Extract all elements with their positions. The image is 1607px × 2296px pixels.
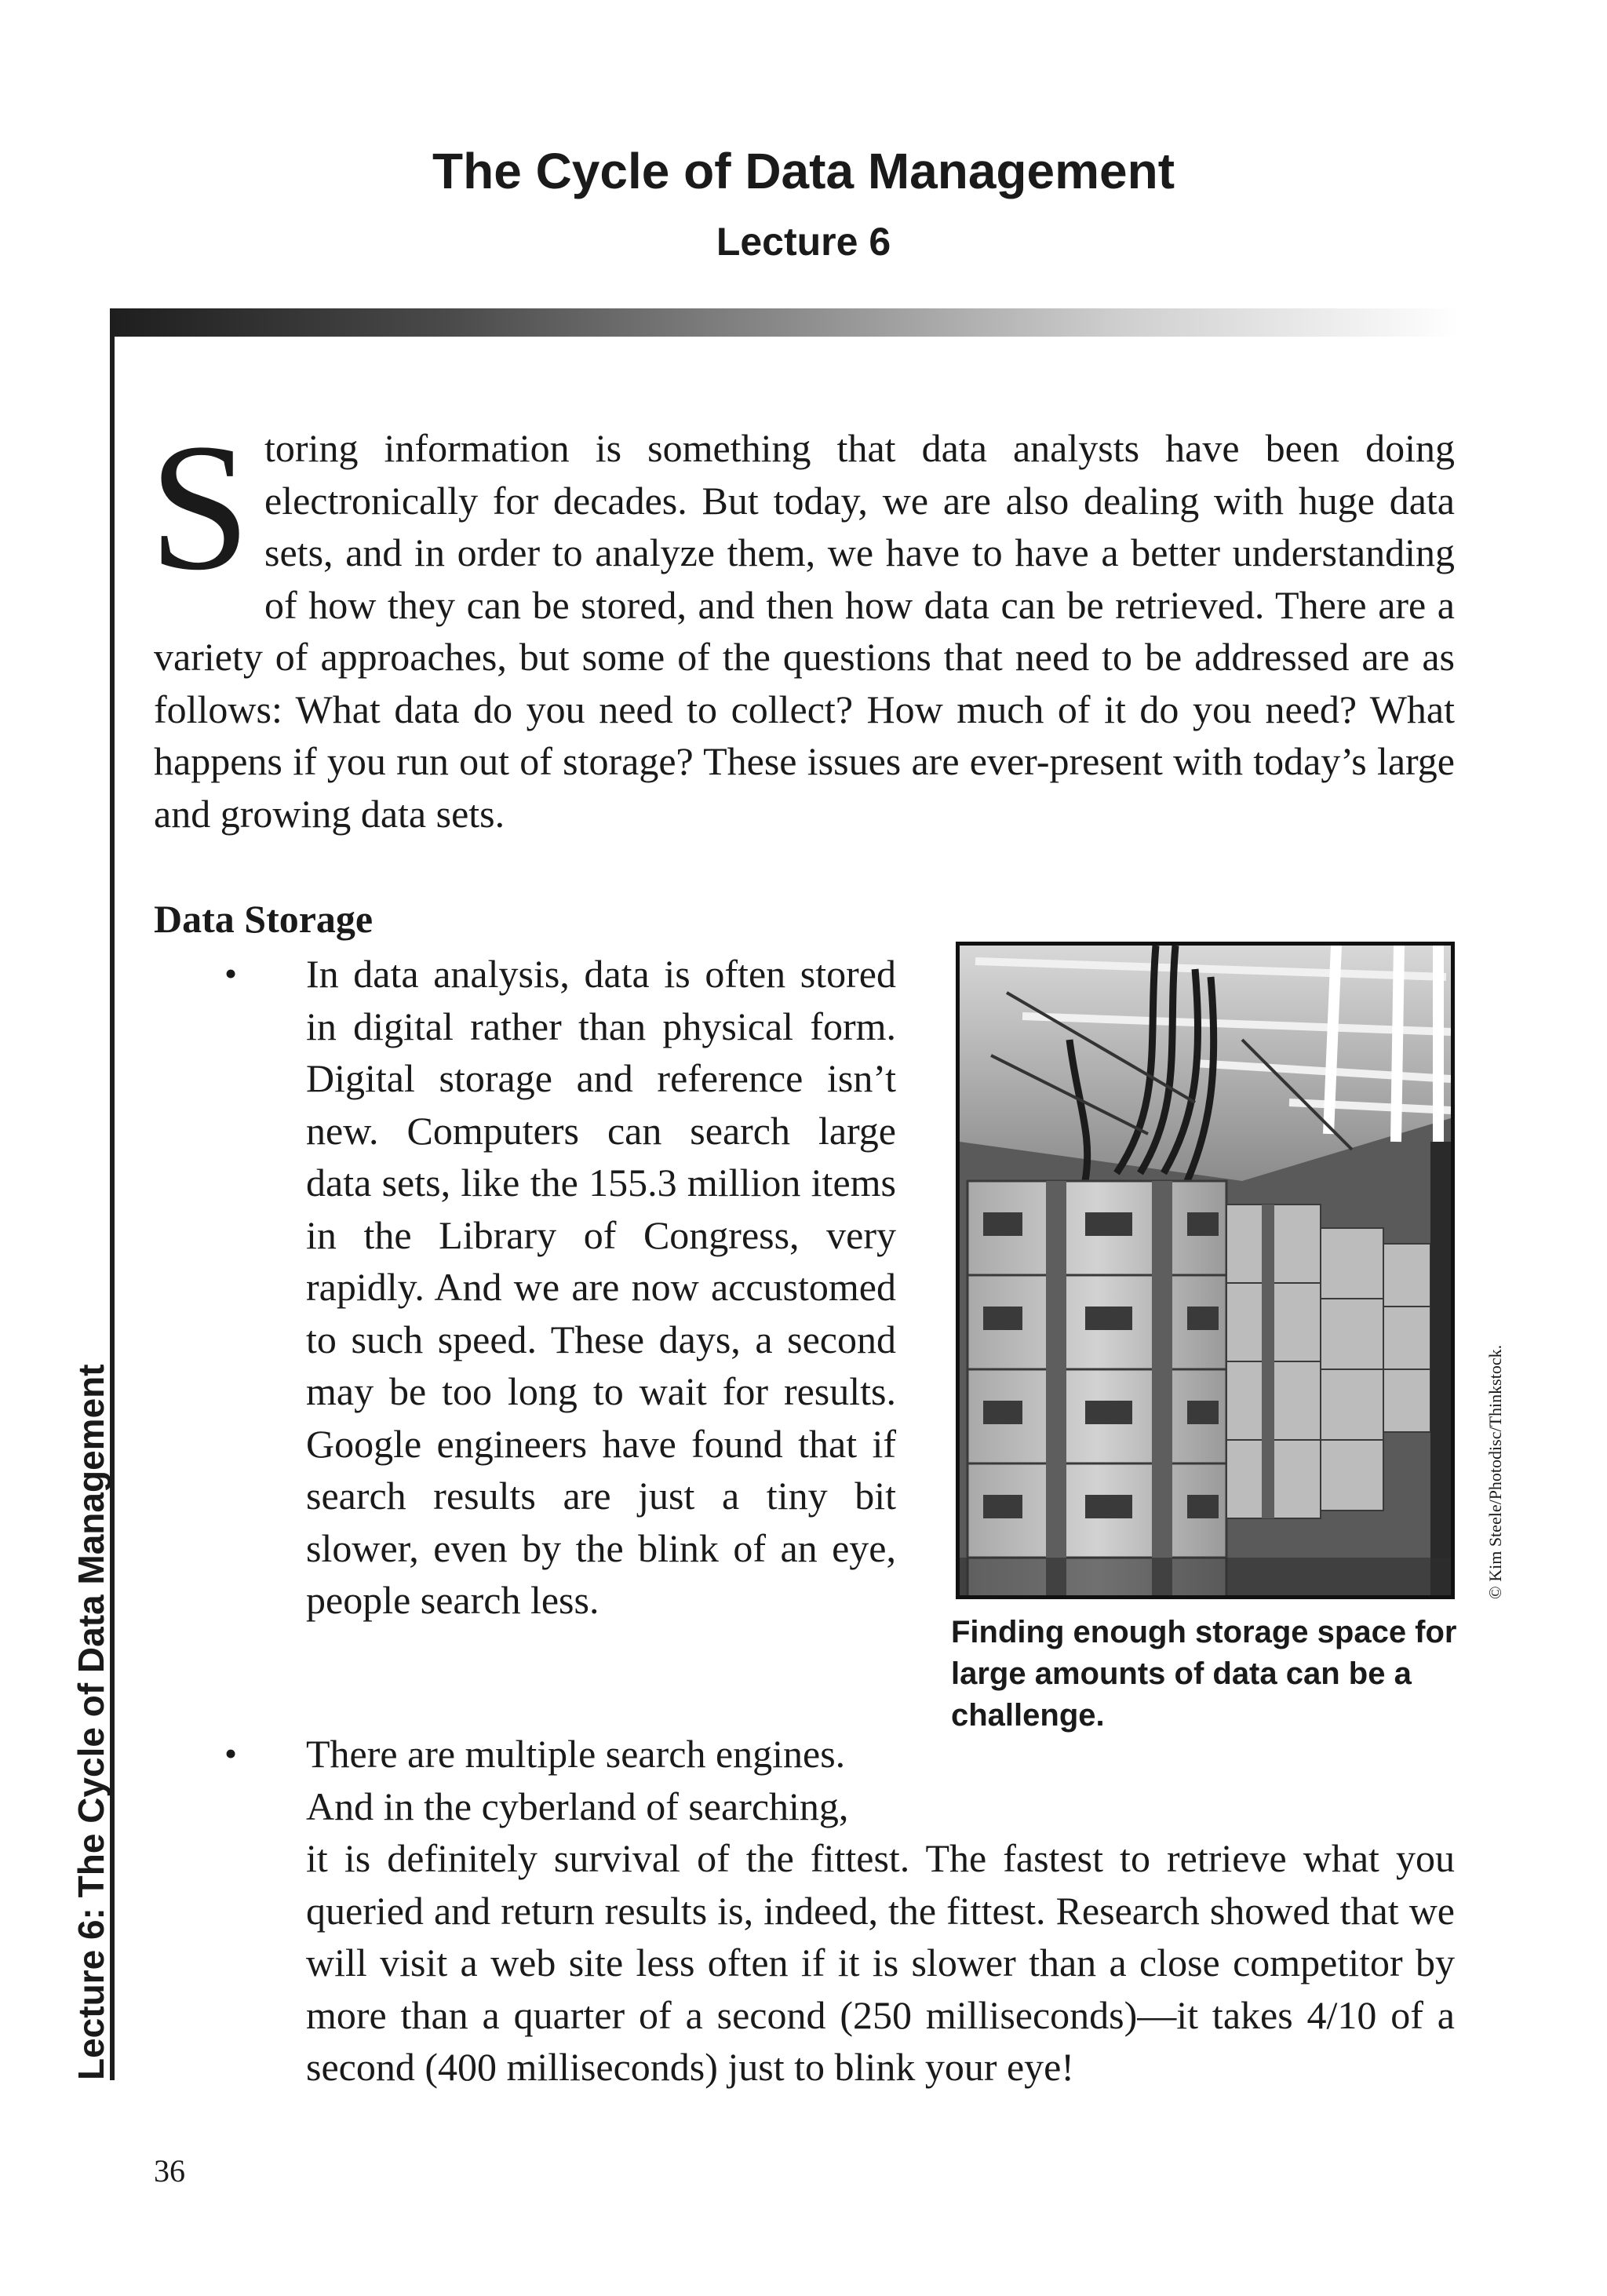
lecture-number: Lecture 6 [716,220,891,264]
bullet-marker: • [224,953,238,993]
intro-paragraph [149,406,1455,840]
bullet-item-2-body: it is definitely survival of the fittest. The fastest to retrieve what you queried and return results is, indeed, the fittest. Research showed that we will visit a web site less often if it is slower than a close competitor by more than a quarter of a second (250 milliseconds)—it takes 4/10 of a second (400 milliseconds) just to blink your eye! [306,1836,1455,2089]
photo-credit: © Kim Steele/Photodisc/Thinkstock. [1485,1344,1505,1599]
bullet-item-2 [306,1728,1455,2094]
page-number: 36 [154,2153,185,2188]
bullet-item-2-line: And in the cyberland of searching, [306,1784,849,1828]
drop-cap: S [149,406,251,608]
section-heading: Data Storage [154,897,374,941]
figure-caption: Finding enough storage space for large amounts of data can be a challenge. [951,1615,1457,1733]
page-title: The Cycle of Data Management [432,143,1175,199]
header-gradient-bar [110,308,1459,337]
running-head-vertical: Lecture 6: The Cycle of Data Management [71,1364,111,2080]
intro-text: toring information is something that data analysts have been doing electronically for decades. But today, we are also dealing with huge data sets, and in order to analyze them, we have to have a better understanding of how they can be stored, and then how data can be retrieved. There are a variety of approaches, but some of the questions that need to be addressed are as follows: What data do you need to collect? How much of it do you need? What happens if you run out of storage? These issues are ever-present with today’s large and growing data sets. [154,426,1455,836]
server-storage-photo [956,942,1455,1599]
bullet-item-1: In data analysis, data is often stored in digital rather than physical form. Digital storage and reference isn’t new. Computers can search large data sets, like the 155.3 million items in the Library of Congress, very rapidly. And we are now accustomed to such speed. These days, a second may be too long to wait for results. Google engineers have found that if search results are just a tiny bit slower, even by the blink of an eye, people search less. [306,952,896,1622]
bullet-item-2-line: There are multiple search engines. [306,1732,846,1776]
bullet-marker: • [224,1733,238,1773]
